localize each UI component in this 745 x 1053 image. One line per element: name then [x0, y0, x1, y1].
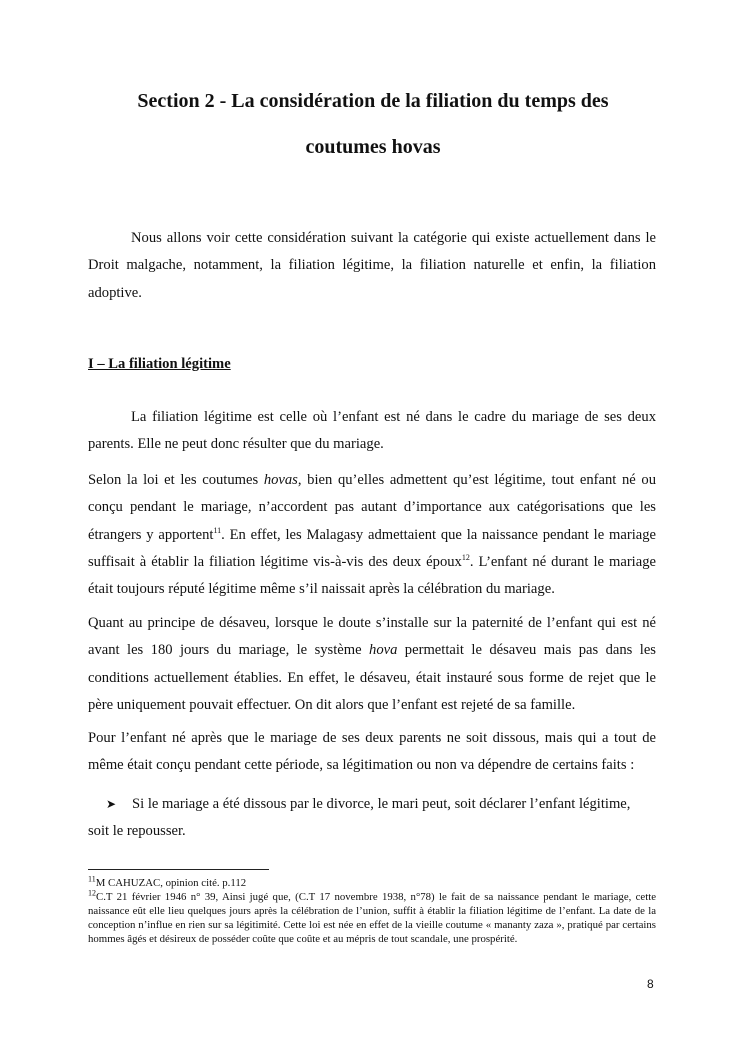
paragraph-customs-part-b: , bien qu’elles admettent qu’est légitime, tout enfant né ou conçu pendant le mariage, n’accordent pas autant d’importance aux catégorisations que les étrangers y apportent — [88, 472, 656, 543]
bullet-item-divorce — [88, 791, 656, 846]
footnote-11-text: M CAHUZAC, opinion cité. p.112 — [95, 877, 247, 889]
section-title-line-2: coutumes hovas — [305, 136, 441, 158]
footnote-ref-11[interactable]: 11 — [213, 525, 222, 535]
footnote-separator — [88, 869, 269, 870]
bullet-item-text-2: soit le repousser. — [88, 823, 186, 840]
bullet-item-text-1: Si le mariage a été dissous par le divorce, le mari peut, soit déclarer l’enfant légitime, — [132, 796, 631, 812]
paragraph-customs-part-d: . L’enfant né durant le mariage était toujours réputé légitime même s’il naissait après la célébration du mariage. — [88, 553, 656, 598]
paragraph-disavowal-part-a: Quant au principe de désaveu, lorsque le doute s’installe sur la paternité de l’enfant qui est né avant les 180 jours du mariage, le système — [88, 615, 656, 659]
hova-emphasis: hova — [369, 642, 398, 659]
footnotes — [88, 876, 656, 946]
bullet-item-line-1 — [88, 791, 656, 818]
paragraph-disavowal-part-b: permettait le désaveu mais pas dans les conditions actuellement établies. En effet, le désaveu, était instauré sous forme de rejet que le père uniquement pouvait effectuer. On dit alors que l’enfant est rejeté de sa famille. — [88, 642, 656, 713]
footnote-12-text: C.T 21 février 1946 n° 39, Ainsi jugé que, (C.T 17 novembre 1938, n°78) le fait de sa naissance pendant le mariage, cette naissance eût elle lieu quelques jours après la célébration de l’union, suffit à établir la filiation légitime de l’enfant. La date de la conception n’influe en rien sur sa légitimité. Cette loi est née en effet de la vieille coutume « mananty zaza », pratiqué par certains hommes âgés et désireux de posséder coûte que coûte et au mépris de tout scandale, une prospérité. — [88, 891, 656, 945]
paragraph-customs-part-c: . En effet, les Malagasy admettaient que la naissance pendant le mariage suffisait à établir la filiation légitime vis-à-vis des deux époux — [88, 526, 656, 570]
section-title-line-1: Section 2 - La considération de la filiation du temps des — [137, 90, 609, 112]
section-title — [88, 78, 658, 170]
footnote-11-number: 11 — [88, 874, 96, 884]
arrow-bullet-icon: ➤ — [106, 797, 117, 811]
footnote-12-number: 12 — [88, 888, 96, 898]
paragraph-disavowal — [88, 610, 656, 719]
footnote-ref-12[interactable]: 12 — [461, 553, 470, 563]
footnote-12 — [88, 890, 656, 946]
paragraph-definition: La filiation légitime est celle où l’enfant est né dans le cadre du mariage de ses deux parents. Elle ne peut donc résulter que du mariage. — [88, 409, 656, 453]
intro-paragraph: Nous allons voir cette considération suivant la catégorie qui existe actuellement dans le Droit malgache, notamment, la filiation légitime, la filiation naturelle et enfin, la filiation adoptive. — [88, 230, 656, 301]
paragraph-after-dissolution: Pour l’enfant né après que le mariage de ses deux parents ne soit dissous, mais qui a tout de même était conçu pendant cette période, sa légitimation ou non va dépendre de certains faits : — [88, 730, 656, 774]
subsection-heading: I – La filiation légitime — [88, 356, 231, 372]
paragraph-customs-part-a: Selon la loi et les coutumes — [88, 472, 264, 488]
paragraph-customs — [88, 467, 656, 603]
hovas-emphasis: hovas — [263, 472, 298, 488]
footnote-11 — [88, 876, 656, 890]
page-number: 8 — [647, 977, 654, 991]
